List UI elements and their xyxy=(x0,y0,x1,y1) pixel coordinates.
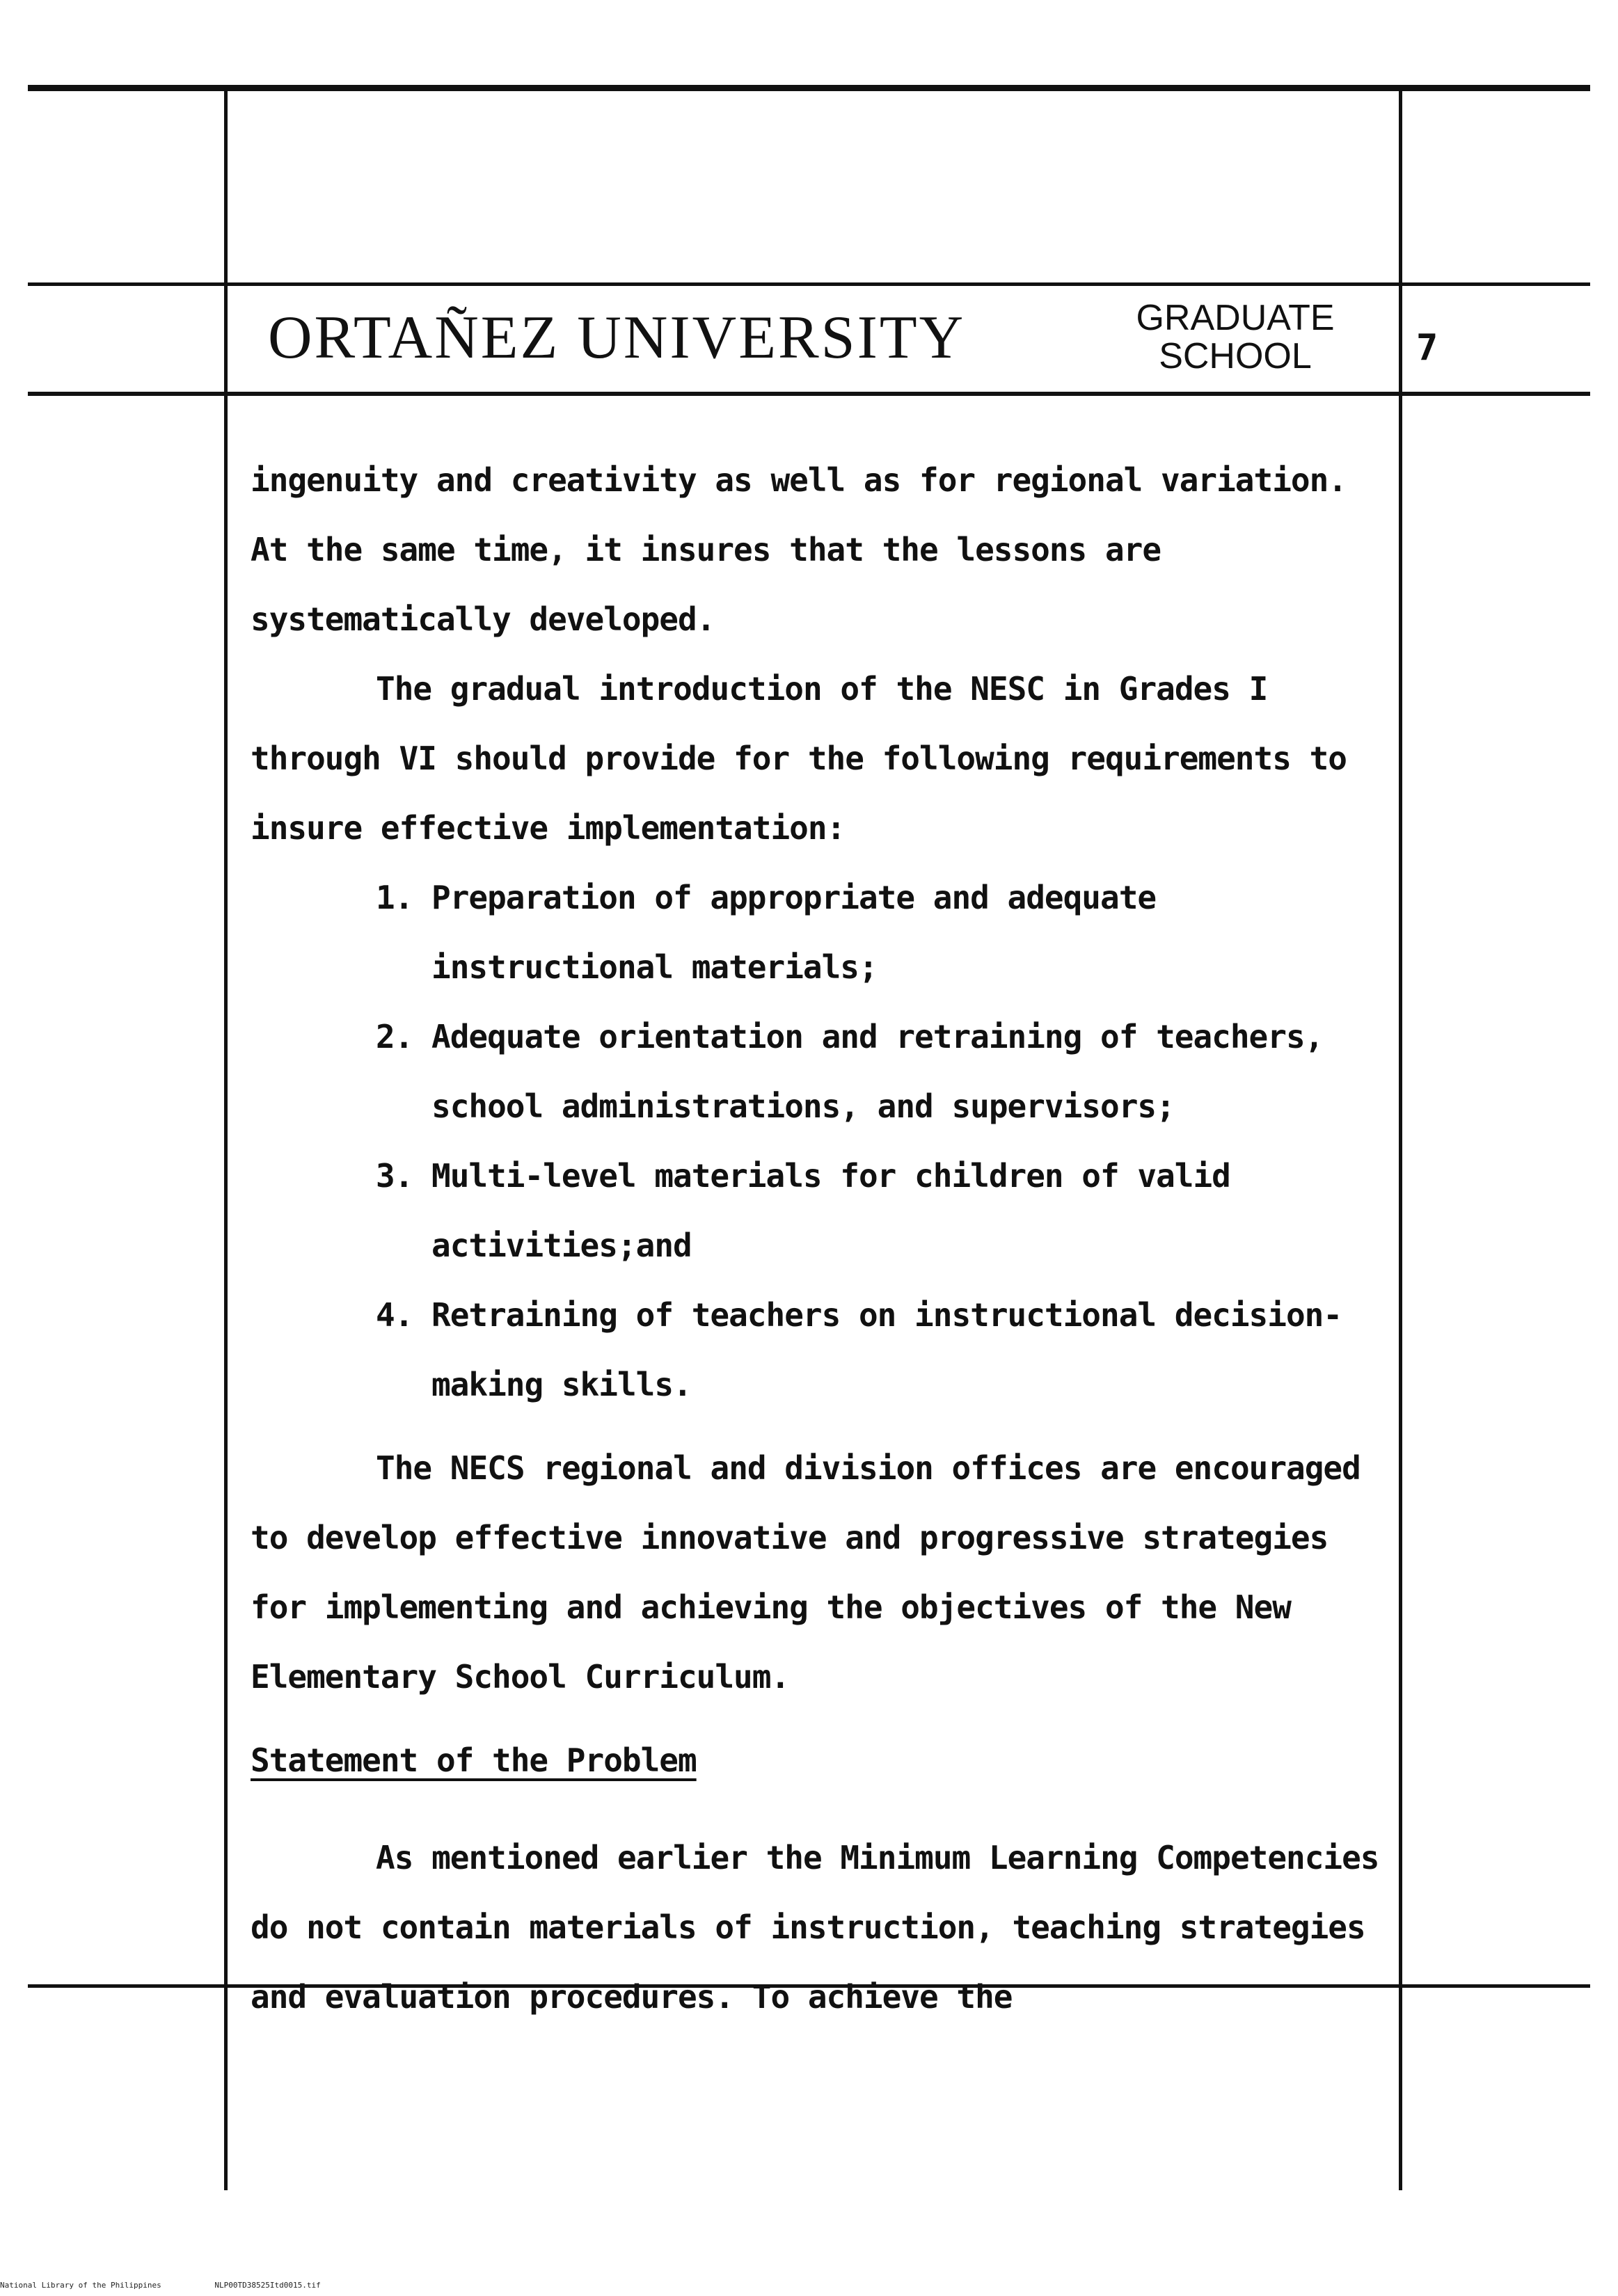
school-line-graduate: GRADUATE xyxy=(1136,298,1335,338)
list-item xyxy=(251,1280,1399,1419)
header-top-line xyxy=(28,282,1590,286)
paragraph-4: As mentioned earlier the Minimum Learning Competencies do not contain materials of instruction, teaching strategies and evaluation procedures. To achieve the xyxy=(251,1839,1379,2016)
list-item-number: 4. xyxy=(376,1296,413,1334)
paragraph-2: The gradual introduction of the NESC in Grades I through VI should provide for the following requirements to insure effective implementation: xyxy=(251,670,1347,847)
list-item-text: Multi-level materials for children of valid activities;and xyxy=(431,1157,1230,1264)
list-item-text: Preparation of appropriate and adequate instructional materials; xyxy=(431,879,1157,986)
requirements-list xyxy=(251,863,1399,1419)
document-body xyxy=(251,445,1399,2032)
list-item xyxy=(251,1141,1399,1280)
list-item-text: Retraining of teachers on instructional decision-making skills. xyxy=(431,1296,1342,1403)
paragraph-1: ingenuity and creativity as well as for regional variation. At the same time, it insures that the lessons are systematically developed. xyxy=(251,461,1347,638)
page-number: 7 xyxy=(1416,327,1438,369)
left-margin-line xyxy=(224,89,228,2190)
list-item-number: 1. xyxy=(376,879,413,916)
footer-library: National Library of the Philippines xyxy=(0,2281,161,2290)
school-name xyxy=(1107,299,1364,375)
section-heading: Statement of the Problem xyxy=(251,1741,697,1779)
list-item-text: Adequate orientation and retraining of teachers, school administrations, and supervisors; xyxy=(431,1018,1324,1125)
top-border-line xyxy=(28,85,1590,91)
right-margin-line xyxy=(1399,89,1402,2190)
header-bottom-line xyxy=(28,392,1590,396)
scan-footer xyxy=(0,2281,370,2290)
paragraph-3: The NECS regional and division offices are encouraged to develop effective innovative and progressive strategies for implementing and achieving the objectives of the New Elementary School Curriculum. xyxy=(251,1449,1361,1696)
list-item xyxy=(251,1002,1399,1141)
school-line-school: SCHOOL xyxy=(1159,335,1312,376)
university-name: ORTAÑEZ UNIVERSITY xyxy=(268,304,966,372)
list-item-number: 3. xyxy=(376,1157,413,1195)
footer-filename: NLP00TD38525Itd0015.tif xyxy=(214,2281,321,2290)
list-item-number: 2. xyxy=(376,1018,413,1055)
list-item xyxy=(251,863,1399,1002)
